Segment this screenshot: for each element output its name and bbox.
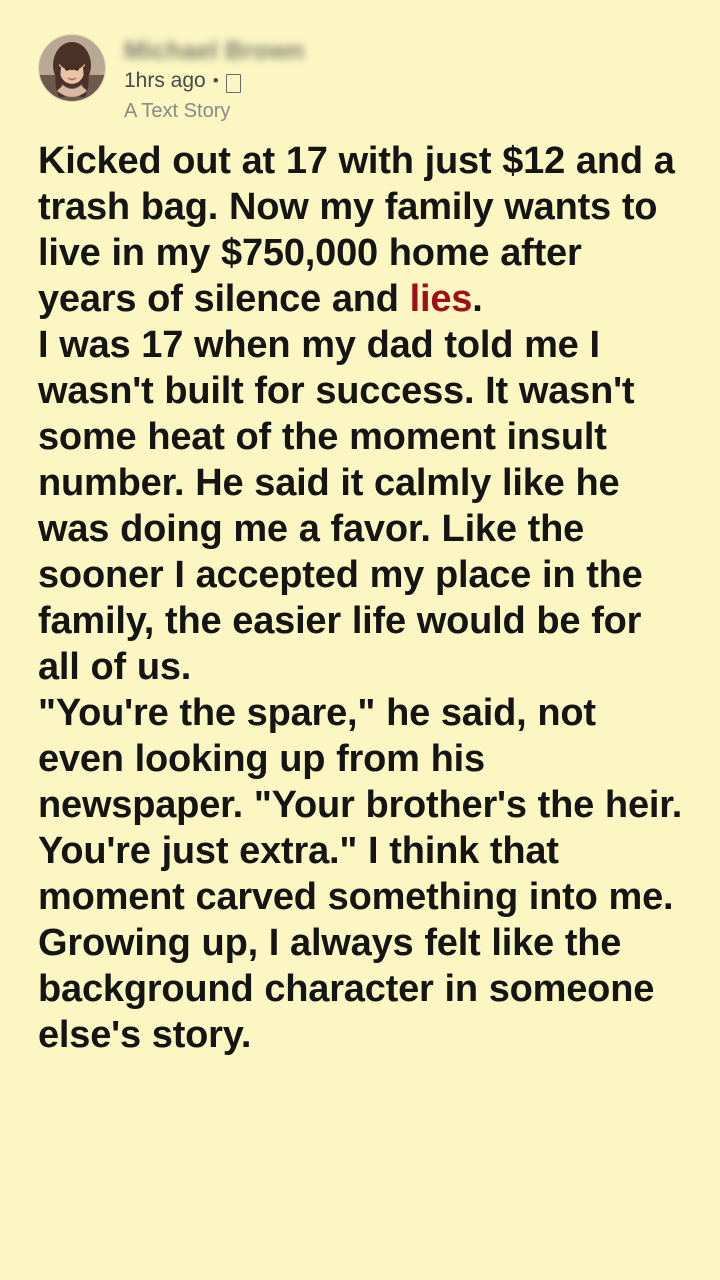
post-paragraph [38, 138, 684, 322]
paragraph-text: "You're the spare," he said, not even looking up from his newspaper. "Your brother's the heir. You're just extra." I think that moment carved something into me. [38, 692, 683, 918]
paragraph-text: I was 17 when my dad told me I wasn't built for success. It wasn't some heat of the moment insult number. He said it calmly like he was doing me a favor. Like the sooner I accepted my place in the family, the easier life would be for all of us. [38, 324, 643, 688]
globe-icon [226, 74, 241, 93]
post-meta [124, 67, 304, 95]
post-header [0, 0, 720, 122]
post-paragraph [38, 322, 684, 690]
story-type-label: A Text Story [124, 100, 231, 122]
paragraph-tail: . [472, 278, 483, 320]
paragraph-text: Growing up, I always felt like the background character in someone else's story. [38, 922, 655, 1056]
post-paragraph [38, 690, 684, 920]
meta-separator: • [212, 71, 219, 90]
post-header-text [124, 34, 304, 125]
post-timestamp: 1hrs ago [124, 69, 206, 92]
post-body [0, 112, 720, 1058]
avatar-photo-icon [39, 35, 105, 101]
avatar[interactable] [38, 34, 106, 102]
paragraph-text: Kicked out at 17 with just $12 and a trash bag. Now my family wants to live in my $750,000 home after years of silence and [38, 140, 675, 320]
post-paragraph [38, 920, 684, 1058]
highlighted-word: lies [409, 278, 473, 320]
author-name: Michael Brown [124, 37, 305, 65]
